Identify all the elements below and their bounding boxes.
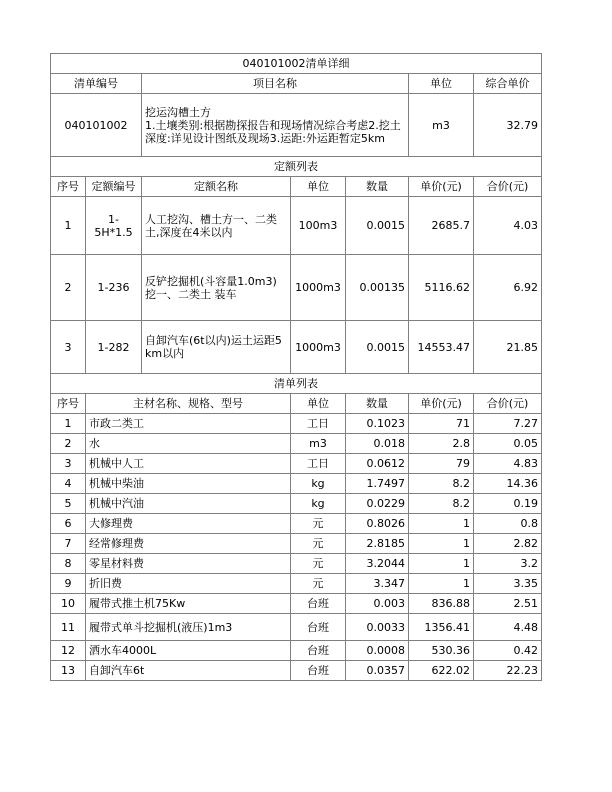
material-total: 22.23	[474, 661, 542, 681]
material-price: 1356.41	[409, 614, 474, 641]
material-column-header: 数量	[346, 394, 409, 414]
material-name: 折旧费	[86, 574, 291, 594]
quota-row	[51, 321, 542, 374]
material-qty: 3.2044	[346, 554, 409, 574]
quota-qty: 0.0015	[346, 197, 409, 255]
material-row	[51, 534, 542, 554]
material-price: 71	[409, 414, 474, 434]
material-price: 530.36	[409, 641, 474, 661]
material-total: 14.36	[474, 474, 542, 494]
quota-column-header: 单价(元)	[409, 177, 474, 197]
material-qty: 0.0229	[346, 494, 409, 514]
material-price: 622.02	[409, 661, 474, 681]
price-header: 综合单价	[474, 74, 542, 94]
material-row	[51, 494, 542, 514]
material-unit: m3	[291, 434, 346, 454]
material-qty: 0.1023	[346, 414, 409, 434]
material-name: 自卸汽车6t	[86, 661, 291, 681]
material-unit: 台班	[291, 661, 346, 681]
table-title: 040101002清单详细	[51, 54, 542, 74]
material-unit: 工日	[291, 454, 346, 474]
bill-code: 040101002	[51, 94, 142, 157]
quota-row	[51, 197, 542, 255]
material-qty: 0.8026	[346, 514, 409, 534]
material-row	[51, 554, 542, 574]
table-body	[51, 54, 542, 681]
quota-code: 1-5H*1.5	[86, 197, 142, 255]
material-price: 8.2	[409, 494, 474, 514]
quota-name: 反铲挖掘机(斗容量1.0m3)挖一、二类土 装车	[142, 255, 291, 321]
quota-code: 1-282	[86, 321, 142, 374]
material-unit: 元	[291, 574, 346, 594]
material-row	[51, 641, 542, 661]
material-total: 4.83	[474, 454, 542, 474]
material-no: 4	[51, 474, 86, 494]
quota-total: 21.85	[474, 321, 542, 374]
material-column-header: 合价(元)	[474, 394, 542, 414]
material-unit: 元	[291, 554, 346, 574]
quota-unit: 1000m3	[291, 255, 346, 321]
bill-detail-table	[50, 53, 542, 681]
quota-unit: 1000m3	[291, 321, 346, 374]
quota-price: 2685.7	[409, 197, 474, 255]
material-row	[51, 434, 542, 454]
material-section-title-row	[51, 374, 542, 394]
material-name: 机械中人工	[86, 454, 291, 474]
quota-name: 人工挖沟、槽土方一、二类土,深度在4米以内	[142, 197, 291, 255]
material-row	[51, 574, 542, 594]
bill-name: 挖运沟槽土方 1.土壤类别:根据勘探报告和现场情况综合考虑2.挖土深度:详见设计图纸及现场3.运距:外运距暂定5km	[142, 94, 409, 157]
quota-header-row	[51, 177, 542, 197]
material-unit: 元	[291, 514, 346, 534]
material-column-header: 主材名称、规格、型号	[86, 394, 291, 414]
material-total: 0.05	[474, 434, 542, 454]
material-unit: kg	[291, 494, 346, 514]
quota-column-header: 合价(元)	[474, 177, 542, 197]
quota-column-header: 序号	[51, 177, 86, 197]
material-name: 市政二类工	[86, 414, 291, 434]
material-unit: 台班	[291, 594, 346, 614]
material-qty: 0.0357	[346, 661, 409, 681]
quota-no: 3	[51, 321, 86, 374]
material-name: 经常修理费	[86, 534, 291, 554]
material-name: 洒水车4000L	[86, 641, 291, 661]
material-total: 0.8	[474, 514, 542, 534]
material-no: 2	[51, 434, 86, 454]
material-no: 5	[51, 494, 86, 514]
material-total: 0.19	[474, 494, 542, 514]
material-no: 13	[51, 661, 86, 681]
material-total: 4.48	[474, 614, 542, 641]
material-section-title: 清单列表	[51, 374, 542, 394]
material-unit: kg	[291, 474, 346, 494]
quota-section-title: 定额列表	[51, 157, 542, 177]
material-qty: 0.0612	[346, 454, 409, 474]
material-qty: 0.0008	[346, 641, 409, 661]
material-qty: 2.8185	[346, 534, 409, 554]
material-qty: 0.0033	[346, 614, 409, 641]
material-column-header: 单价(元)	[409, 394, 474, 414]
material-row	[51, 661, 542, 681]
material-no: 7	[51, 534, 86, 554]
material-unit: 工日	[291, 414, 346, 434]
quota-total: 4.03	[474, 197, 542, 255]
material-total: 0.42	[474, 641, 542, 661]
material-name: 机械中汽油	[86, 494, 291, 514]
material-no: 10	[51, 594, 86, 614]
material-total: 3.35	[474, 574, 542, 594]
material-name: 履带式单斗挖掘机(液压)1m3	[86, 614, 291, 641]
material-column-header: 序号	[51, 394, 86, 414]
material-row	[51, 474, 542, 494]
quota-total: 6.92	[474, 255, 542, 321]
unit-header: 单位	[409, 74, 474, 94]
material-unit: 台班	[291, 641, 346, 661]
material-unit: 元	[291, 534, 346, 554]
material-qty: 0.003	[346, 594, 409, 614]
quota-section-title-row	[51, 157, 542, 177]
material-no: 1	[51, 414, 86, 434]
quota-no: 2	[51, 255, 86, 321]
material-total: 2.51	[474, 594, 542, 614]
quota-no: 1	[51, 197, 86, 255]
material-no: 11	[51, 614, 86, 641]
material-price: 2.8	[409, 434, 474, 454]
material-total: 2.82	[474, 534, 542, 554]
quota-price: 5116.62	[409, 255, 474, 321]
bill-price: 32.79	[474, 94, 542, 157]
bill-unit: m3	[409, 94, 474, 157]
material-price: 1	[409, 554, 474, 574]
material-total: 7.27	[474, 414, 542, 434]
material-price: 1	[409, 574, 474, 594]
material-row	[51, 514, 542, 534]
material-row	[51, 614, 542, 641]
quota-code: 1-236	[86, 255, 142, 321]
quota-name: 自卸汽车(6t以内)运土运距5km以内	[142, 321, 291, 374]
material-no: 8	[51, 554, 86, 574]
material-no: 3	[51, 454, 86, 474]
material-name: 履带式推土机75Kw	[86, 594, 291, 614]
material-price: 836.88	[409, 594, 474, 614]
material-price: 79	[409, 454, 474, 474]
quota-column-header: 单位	[291, 177, 346, 197]
material-qty: 0.018	[346, 434, 409, 454]
name-header: 项目名称	[142, 74, 409, 94]
material-column-header: 单位	[291, 394, 346, 414]
quota-column-header: 定额编号	[86, 177, 142, 197]
material-name: 水	[86, 434, 291, 454]
material-no: 12	[51, 641, 86, 661]
material-unit: 台班	[291, 614, 346, 641]
material-name: 机械中柴油	[86, 474, 291, 494]
material-header-row	[51, 394, 542, 414]
material-row	[51, 454, 542, 474]
material-price: 1	[409, 514, 474, 534]
material-total: 3.2	[474, 554, 542, 574]
material-qty: 3.347	[346, 574, 409, 594]
material-name: 零星材料费	[86, 554, 291, 574]
material-row	[51, 414, 542, 434]
material-price: 8.2	[409, 474, 474, 494]
material-no: 6	[51, 514, 86, 534]
quota-qty: 0.0015	[346, 321, 409, 374]
quota-price: 14553.47	[409, 321, 474, 374]
material-no: 9	[51, 574, 86, 594]
material-qty: 1.7497	[346, 474, 409, 494]
quota-unit: 100m3	[291, 197, 346, 255]
quota-column-header: 定额名称	[142, 177, 291, 197]
code-header: 清单编号	[51, 74, 142, 94]
quota-column-header: 数量	[346, 177, 409, 197]
quota-row	[51, 255, 542, 321]
material-row	[51, 594, 542, 614]
material-price: 1	[409, 534, 474, 554]
material-name: 大修理费	[86, 514, 291, 534]
quota-qty: 0.00135	[346, 255, 409, 321]
